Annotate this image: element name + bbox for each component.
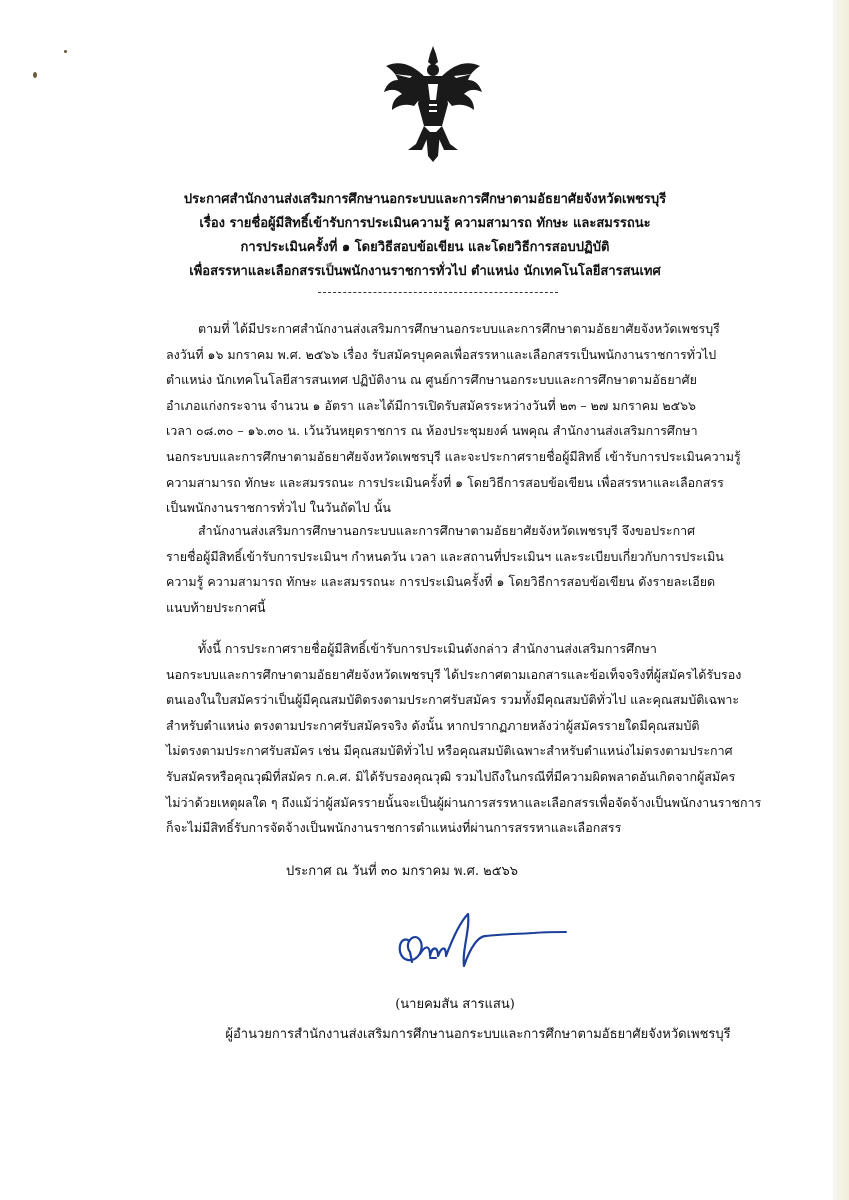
signer-name: (นายคมสัน สารแสน) xyxy=(395,997,515,1012)
paragraph-line: นอกระบบและการศึกษาตามอัธยาศัยจังหวัดเพชรบุรี และจะประกาศรายชื่อผู้มีสิทธิ์ เข้ารับการประเมินความรู้ xyxy=(166,448,741,464)
paragraph-line: ตำแหน่ง นักเทคโนโลยีสารสนเทศ ปฏิบัติงาน ณ ศูนย์การศึกษานอกระบบและการศึกษาตามอัธยาศัย xyxy=(166,372,697,388)
document-title xyxy=(60,188,790,284)
paragraph-line: ไม่ว่าด้วยเหตุผลใด ๆ ถึงแม้ว่าผู้สมัครรายนั้นจะเป็นผู้ผ่านการสรรหาและเลือกสรรเพื่อจัดจ้างเป็นพนักงานราชการ xyxy=(166,794,762,810)
paragraph-line: ทั้งนี้ การประกาศรายชื่อผู้มีสิทธิ์เข้ารับการประเมินดังกล่าว สำนักงานส่งเสริมการศึกษา xyxy=(198,641,657,656)
paragraph-line: สำหรับตำแหน่ง ตรงตามประกาศรับสมัครจริง ดังนั้น หากปรากฏภายหลังว่าผู้สมัครรายใดมีคุณสมบัติ xyxy=(166,717,700,733)
speck-mark xyxy=(33,72,37,78)
paragraph-line: แนบท้ายประกาศนี้ xyxy=(166,599,266,615)
paragraph-line: เวลา ๐๘.๓๐ – ๑๖.๓๐ น. เว้นวันหยุดราชการ ณ ห้องประชุมยงค์ นพคุณ สำนักงานส่งเสริมการศึกษา xyxy=(166,423,698,439)
paragraph-2 xyxy=(166,518,801,620)
paragraph-line: ก็จะไม่มีสิทธิ์รับการจัดจ้างเป็นพนักงานราชการตำแหน่งที่ผ่านการสรรหาและเลือกสรร xyxy=(166,820,622,836)
title-line: การประเมินครั้งที่ ๑ โดยวิธีสอบข้อเขียน และโดยวิธีการสอบปฏิบัติ xyxy=(240,240,610,255)
paragraph-line: รับสมัครหรือคุณวุฒิที่สมัคร ก.ค.ศ. มิได้รับรองคุณวุฒิ รวมไปถึงในกรณีที่มีความผิดพลาดอันเกิดจากผู้สมัคร xyxy=(166,768,736,784)
title-line: เพื่อสรรหาและเลือกสรรเป็นพนักงานราชการทั่วไป ตำแหน่ง นักเทคโนโลยีสารสนเทศ xyxy=(189,264,661,279)
paragraph-line: ความรู้ ความสามารถ ทักษะ และสมรรถนะ การประเมินครั้งที่ ๑ โดยวิธีการสอบข้อเขียน ดังรายละเอียด xyxy=(166,574,716,590)
paragraph-line: อำเภอแก่งกระจาน จำนวน ๑ อัตรา และได้มีการเปิดรับสมัครระหว่างวันที่ ๒๓ – ๒๗ มกราคม ๒๕๖๖ xyxy=(166,397,696,413)
title-divider xyxy=(318,292,558,293)
title-subject-line: เรื่อง รายชื่อผู้มีสิทธิ์เข้ารับการประเมินความรู้ ความสามารถ ทักษะ และสมรรถนะ xyxy=(199,216,651,231)
paragraph-line: เป็นพนักงานราชการทั่วไป ในวันถัดไป นั้น xyxy=(166,500,391,516)
paragraph-3 xyxy=(166,636,801,841)
paragraph-line: สำนักงานส่งเสริมการศึกษานอกระบบและการศึกษาตามอัธยาศัยจังหวัดเพชรบุรี จึงขอประกาศ xyxy=(198,523,696,538)
paragraph-line: ตนเองในใบสมัครว่าเป็นผู้มีคุณสมบัติตรงตามประกาศรับสมัคร รวมทั้งมีคุณสมบัติทั่วไป และคุณสมบัติเฉพาะ xyxy=(166,692,740,708)
garuda-emblem xyxy=(382,44,484,162)
signature-mark xyxy=(390,900,580,980)
announcement-date: ประกาศ ณ วันที่ ๓๐ มกราคม พ.ศ. ๒๕๖๖ xyxy=(286,864,519,879)
paper-edge xyxy=(833,0,849,1200)
speck-mark xyxy=(64,50,67,53)
paragraph-line: ไม่ตรงตามประกาศรับสมัคร เช่น มีคุณสมบัติทั่วไป หรือคุณสมบัติเฉพาะสำหรับตำแหน่งไม่ตรงตามประกาศ xyxy=(166,743,733,759)
paragraph-line: ตามที่ ได้มีประกาศสำนักงานส่งเสริมการศึกษานอกระบบและการศึกษาตามอัธยาศัยจังหวัดเพชรบุรี xyxy=(198,321,720,336)
signer-position: ผู้อำนวยการสำนักงานส่งเสริมการศึกษานอกระบบและการศึกษาตามอัธยาศัยจังหวัดเพชรบุรี xyxy=(225,1027,731,1042)
paragraph-1 xyxy=(166,316,801,521)
paragraph-line: นอกระบบและการศึกษาตามอัธยาศัยจังหวัดเพชรบุรี ได้ประกาศตามเอกสารและข้อเท็จจริงที่ผู้สมัครได้รับรอง xyxy=(166,666,742,682)
title-line: ประกาศสำนักงานส่งเสริมการศึกษานอกระบบและการศึกษาตามอัธยาศัยจังหวัดเพชรบุรี xyxy=(183,192,667,207)
paragraph-line: รายชื่อผู้มีสิทธิ์เข้ารับการประเมินฯ กำหนดวัน เวลา และสถานที่ประเมินฯ และระเบียบเกี่ยวกับการประเมิน xyxy=(166,548,724,564)
paragraph-line: ลงวันที่ ๑๖ มกราคม พ.ศ. ๒๕๖๖ เรื่อง รับสมัครบุคคลเพื่อสรรหาและเลือกสรรเป็นพนักงานราชการทั่วไป xyxy=(166,346,717,362)
paragraph-line: ความสามารถ ทักษะ และสมรรถนะ การประเมินครั้งที่ ๑ โดยวิธีการสอบข้อเขียน เพื่อสรรหาและเลือกสรร xyxy=(166,474,724,490)
